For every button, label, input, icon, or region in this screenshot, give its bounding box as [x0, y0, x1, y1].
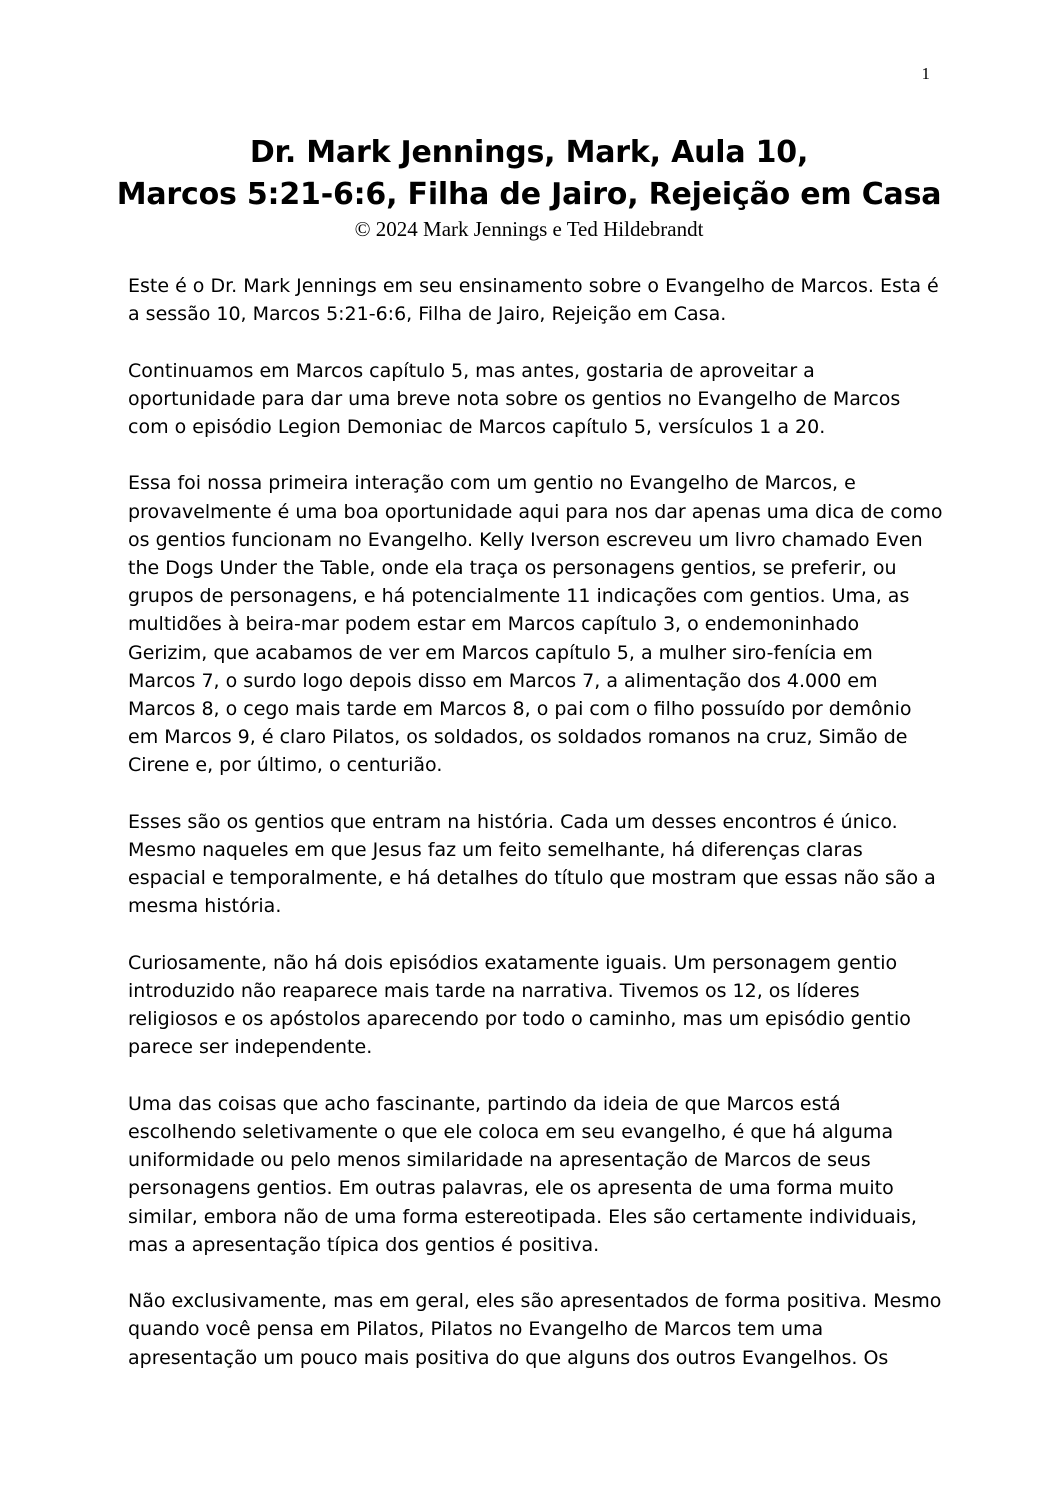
title-block: [100, 132, 958, 242]
document-body: [128, 272, 943, 1400]
page-number: 1: [921, 64, 930, 83]
copyright-notice: © 2024 Mark Jennings e Ted Hildebrandt: [354, 217, 704, 241]
paragraph: Essa foi nossa primeira interação com um gentio no Evangelho de Marcos, e provavelmente é uma boa oportunidade aqui para nos dar apenas uma dica de como os gentios funcionam no Evangelho. Kelly Iverson escreveu um livro chamado Even the Dogs Under the Table, onde ela traça os personagens gentios, se preferir, ou grupos de personagens, e há potencialmente 11 indicações com gentios. Uma, as multidões à beira-mar podem estar em Marcos capítulo 3, o endemoninhado Gerizim, que acabamos de ver em Marcos capítulo 5, a mulher siro-fenícia em Marcos 7, o surdo logo depois disso em Marcos 7, a alimentação dos 4.000 em Marcos 8, o cego mais tarde em Marcos 8, o pai com o filho possuído por demônio em Marcos 9, é claro Pilatos, os soldados, os soldados romanos na cruz, Simão de Cirene e, por último, o centurião.: [128, 472, 943, 777]
paragraph: Esses são os gentios que entram na história. Cada um desses encontros é único. Mesmo naqueles em que Jesus faz um feito semelhante, há diferenças claras espacial e temporalmente, e há detalhes do título que mostram que essas não são a mesma história.: [128, 810, 936, 918]
document-title-line-2: Marcos 5:21-6:6, Filha de Jairo, Rejeição em Casa: [116, 177, 942, 212]
paragraph: Continuamos em Marcos capítulo 5, mas antes, gostaria de aproveitar a oportunidade para dar uma breve nota sobre os gentios no Evangelho de Marcos com o episódio Legion Demoniac de Marcos capítulo 5, versículos 1 a 20.: [128, 359, 901, 438]
paragraph: Não exclusivamente, mas em geral, eles são apresentados de forma positiva. Mesmo quando você pensa em Pilatos, Pilatos no Evangelho de Marcos tem uma apresentação um pouco mais positiva do que alguns dos outros Evangelhos. Os: [128, 1290, 942, 1369]
paragraph: Curiosamente, não há dois episódios exatamente iguais. Um personagem gentio introduzido não reaparece mais tarde na narrativa. Tivemos os 12, os líderes religiosos e os apóstolos aparecendo por todo o caminho, mas um episódio gentio parece ser independente.: [128, 951, 911, 1059]
document-title-line-1: Dr. Mark Jennings, Mark, Aula 10,: [249, 135, 809, 170]
paragraph: Este é o Dr. Mark Jennings em seu ensinamento sobre o Evangelho de Marcos. Esta é a sessão 10, Marcos 5:21-6:6, Filha de Jairo, Rejeição em Casa.: [128, 275, 939, 326]
paragraph: Uma das coisas que acho fascinante, partindo da ideia de que Marcos está escolhendo seletivamente o que ele coloca em seu evangelho, é que há alguma uniformidade ou pelo menos similaridade na apresentação de Marcos de seus personagens gentios. Em outras palavras, ele os apresenta de uma forma muito similar, embora não de uma forma estereotipada. Eles são certamente individuais, mas a apresentação típica dos gentios é positiva.: [128, 1092, 917, 1256]
